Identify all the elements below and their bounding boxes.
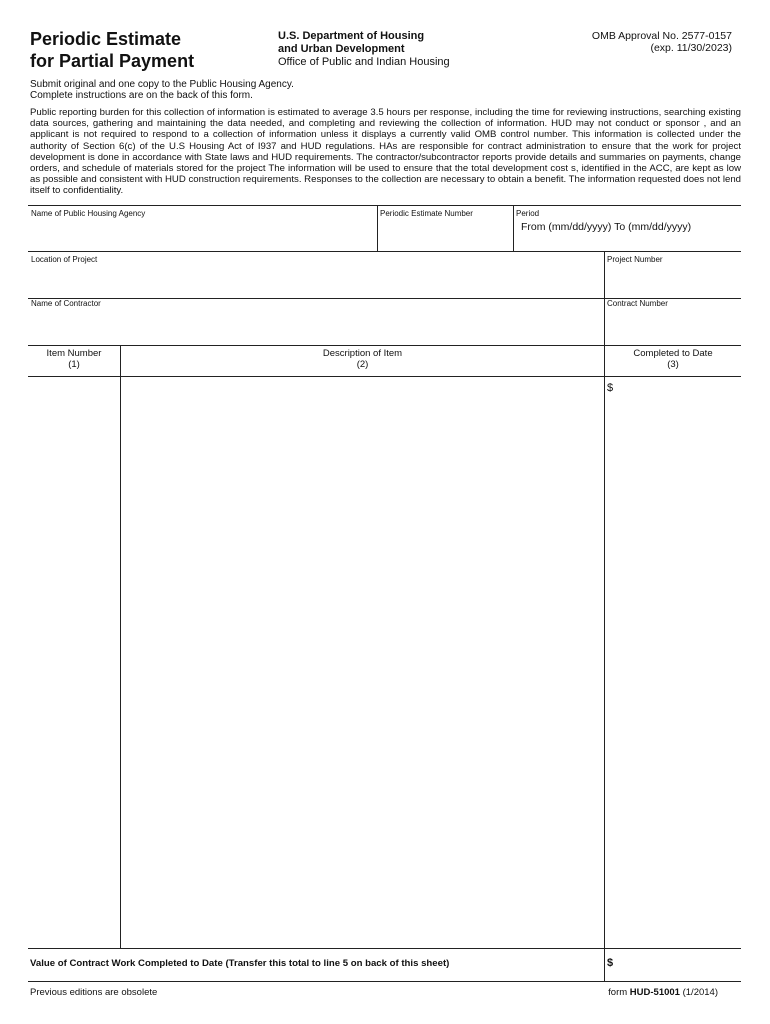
obsolete-note: Previous editions are obsolete <box>30 987 158 998</box>
divider-estimate-number <box>377 205 378 251</box>
location-field[interactable] <box>30 265 600 296</box>
department-block <box>278 30 450 69</box>
period-label: Period <box>516 209 540 218</box>
period-range-field[interactable]: From (mm/dd/yyyy) To (mm/dd/yyyy) <box>521 221 692 233</box>
total-label: Value of Contract Work Completed to Date (Transfer this total to line 5 on back of this sheet) <box>30 958 450 969</box>
row-rule-3 <box>28 345 741 346</box>
contractor-label: Name of Contractor <box>31 299 101 308</box>
row-rule-1 <box>28 251 741 252</box>
project-number-label: Project Number <box>607 255 663 264</box>
project-number-field[interactable] <box>606 265 740 296</box>
divider-period <box>513 205 514 251</box>
total-dollar-sign: $ <box>607 957 614 969</box>
form-prefix: form <box>608 987 628 998</box>
completed-column[interactable] <box>616 378 740 946</box>
table-bottom-rule <box>28 948 741 949</box>
table-divider-1 <box>120 345 121 948</box>
department-line2: and Urban Development <box>278 43 405 55</box>
item-number-column[interactable] <box>30 378 118 946</box>
contract-number-label: Contract Number <box>607 299 668 308</box>
burden-statement: Public reporting burden for this collection of information is estimated to average 3.5 hours per response, including the time for reviewing instructions, searching existing data sources, gathering and maintaining the data needed, and completing and reviewing the collection of information. HUD may not conduct or sponsor , and an applicant is not required to respond to a collection of information unless it displays a currently valid OMB control number. This information is collected under the authority of Section 6(c) of the U.S Housing Act of I937 and HUD regulations. HAs are responsible for contract administration to ensure that the work for project development is done in accordance with State laws and HUD requirements. The contractor/subcontractor reports provide details and summaries on payments, change orders, and schedule of materials stored for the project The information will be used to ensure that the total development cost s, identified in the ACC, are kept as low as possible and consistent with HUD construction requirements. Responses to the collection are necessary to obtain a benefit. The information requested does not lend itself to confidentiality. <box>30 107 741 197</box>
form-number <box>608 987 718 998</box>
completed-dollar-sign: $ <box>607 382 614 394</box>
pha-name-label: Name of Public Housing Agency <box>31 209 146 218</box>
submit-instructions <box>30 79 294 101</box>
form-title <box>30 28 194 72</box>
contractor-field[interactable] <box>30 310 600 343</box>
col-description-num: (2) <box>356 359 369 370</box>
col-completed-num: (3) <box>667 359 679 370</box>
table-divider-2 <box>604 345 605 981</box>
contract-number-field[interactable] <box>606 310 740 343</box>
col-item-number-label: Item Number <box>46 348 102 359</box>
location-label: Location of Project <box>31 255 98 264</box>
col-description-header <box>121 348 604 370</box>
col-completed-header <box>605 348 741 370</box>
submit-line2: Complete instructions are on the back of this form. <box>30 90 253 101</box>
table-header-rule <box>28 376 741 377</box>
estimate-number-label: Periodic Estimate Number <box>380 209 473 218</box>
total-value-field[interactable] <box>616 952 740 978</box>
department-line1: U.S. Department of Housing <box>278 30 425 42</box>
form-id: HUD-51001 <box>629 987 680 998</box>
description-column[interactable] <box>122 378 602 946</box>
col-completed-label: Completed to Date <box>633 348 713 359</box>
submit-line1: Submit original and one copy to the Public Housing Agency. <box>30 79 294 90</box>
estimate-number-field[interactable] <box>379 219 511 249</box>
omb-approval <box>592 30 732 54</box>
col-description-label: Description of Item <box>322 348 403 359</box>
form-title-line2: for Partial Payment <box>30 51 195 71</box>
omb-number: OMB Approval No. 2577-0157 <box>591 30 732 42</box>
omb-expiration: (exp. 11/30/2023) <box>650 42 732 54</box>
department-office: Office of Public and Indian Housing <box>278 56 450 68</box>
form-date: (1/2014) <box>682 987 718 998</box>
form-title-line1: Periodic Estimate <box>30 29 182 49</box>
col-item-number-header <box>28 348 120 370</box>
form-top-rule <box>28 205 741 206</box>
form-bottom-rule <box>28 981 741 982</box>
col-item-number-num: (1) <box>68 359 80 370</box>
pha-name-field[interactable] <box>30 219 374 249</box>
